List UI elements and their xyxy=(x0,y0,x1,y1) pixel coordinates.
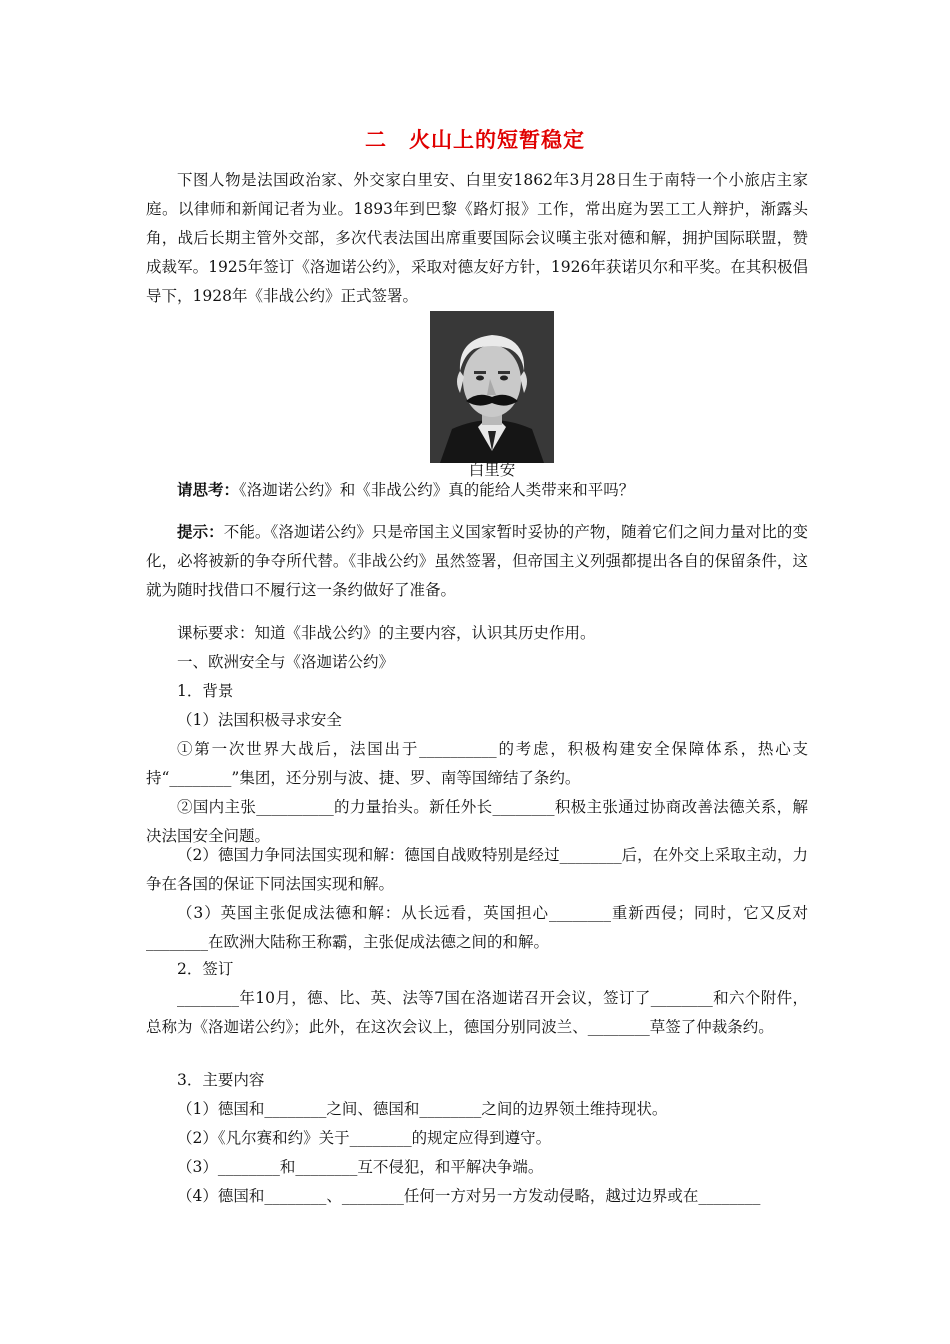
think-question xyxy=(146,475,808,505)
hint-paragraph xyxy=(146,517,808,605)
portrait-image xyxy=(430,311,554,463)
content-item-1: （1）德国和________之间、德国和________之间的边界领土维持现状。 xyxy=(177,1100,668,1118)
think-text: 《洛迦诺公约》和《非战公约》真的能给人类带来和平吗？ xyxy=(239,481,635,499)
content-item-2: （2）《凡尔赛和约》关于________的规定应得到遵守。 xyxy=(177,1129,552,1147)
background-item-1b: ②国内主张__________的力量抬头。新任外长________积极主张通过协商改善法德关系，解决法国安全问题。 xyxy=(146,798,808,845)
hint-text: 不能。《洛迦诺公约》只是帝国主义国家暂时妥协的产物，随着它们之间力量对比的变化，必将被新的争夺所代替。《非战公约》虽然签署，但帝国主义列强都提出各自的保留条件，这就为随时找借口不履行这一条约做好了准备。 xyxy=(146,523,808,599)
subheading-content: 3．主要内容 xyxy=(177,1071,265,1089)
section-heading-1: 一、欧洲安全与《洛迦诺公约》 xyxy=(177,653,395,671)
curriculum-standard: 课标要求：知道《非战公约》的主要内容，认识其历史作用。 xyxy=(177,624,596,642)
background-item-1a: ①第一次世界大战后，法国出于__________的考虑，积极构建安全保障体系，热心支持“________”集团，还分别与波、捷、罗、南等国缔结了条约。 xyxy=(146,740,808,787)
signing-paragraph: ________年10月，德、比、英、法等7国在洛迦诺召开会议，签订了________和六个附件，总称为《洛迦诺公约》；此外，在这次会议上，德国分别同波兰、________草签了仲裁条约。 xyxy=(146,989,808,1036)
background-item-2: （2）德国力争同法国实现和解：德国自战败特别是经过________后，在外交上采取主动，力争在各国的保证下同法国实现和解。 xyxy=(146,846,808,893)
photo-caption: 白里安 xyxy=(468,461,516,479)
page-title: 二 火山上的短暂稳定 xyxy=(365,128,585,152)
subheading-background: 1．背景 xyxy=(177,682,234,700)
intro-paragraph: 下图人物是法国政治家、外交家白里安、白里安1862年3月28日生于南特一个小旅店主家庭。以律师和新闻记者为业。1893年到巴黎《路灯报》工作，常出庭为罢工工人辩护，渐露头角，战后长期主管外交部，多次代表法国出席重要国际会议暵主张对德和解，拥护国际联盟，赞成裁军。1925年签订《洛迦诺公约》，采取对德友好方针，1926年获诺贝尔和平奖。在其积极倡导下，1928年《非战公约》正式签署。 xyxy=(146,171,808,305)
background-item-1: （1）法国积极寻求安全 xyxy=(177,711,342,729)
think-label: 请思考： xyxy=(177,480,240,499)
content-item-4: （4）德国和________、________任何一方对另一方发动侵略，越过边界或在________ xyxy=(177,1187,761,1205)
content-item-3: （3）________和________互不侵犯，和平解决争端。 xyxy=(177,1158,544,1176)
background-item-3: （3）英国主张促成法德和解：从长远看，英国担心________重新西侵；同时，它又反对________在欧洲大陆称王称霸，主张促成法德之间的和解。 xyxy=(146,904,808,951)
hint-label: 提示： xyxy=(177,522,224,541)
portrait-photo xyxy=(430,311,554,463)
subheading-signing: 2．签订 xyxy=(177,960,234,978)
